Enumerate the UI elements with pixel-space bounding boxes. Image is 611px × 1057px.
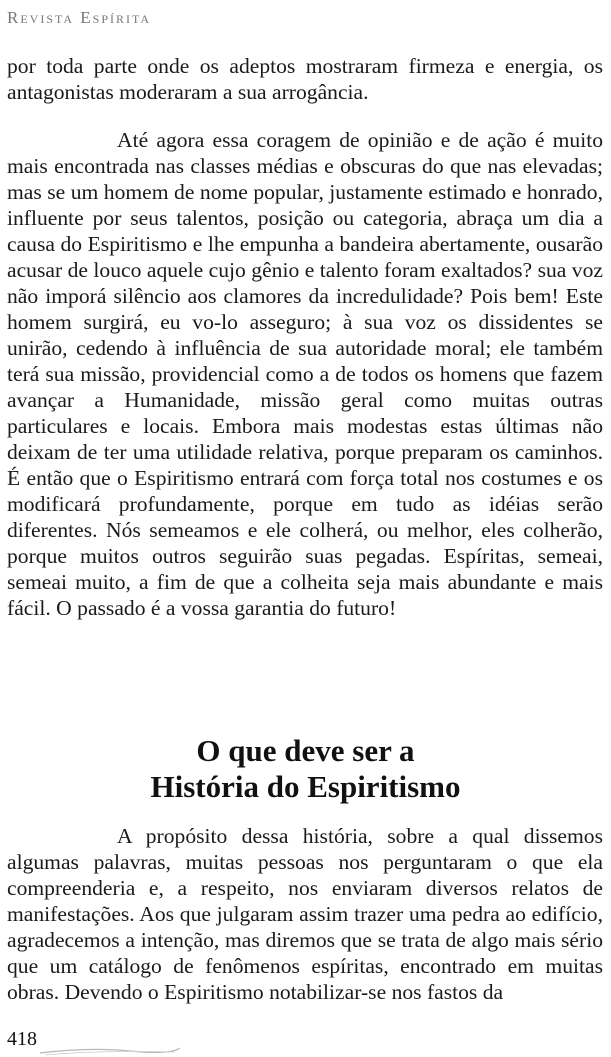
section-title-line-2: História do Espiritismo [150, 769, 461, 804]
page-number: 418 [7, 1028, 37, 1050]
section-title [0, 733, 611, 805]
footer-swash-ornament [40, 1044, 180, 1056]
running-header: Revista Espírita [7, 8, 152, 27]
paragraph-continuation: por toda parte onde os adeptos mostraram firmeza e energia, os antagonistas moderaram a sua arrogância. [7, 54, 603, 104]
paragraph-main: Até agora essa coragem de opinião e de ação é muito mais encontrada nas classes médias e obscuras do que nas elevadas; mas se um homem de nome popular, justamente estimado e honrado, influente por seus talentos, posição ou categoria, abraça um dia a causa do Espiritismo e lhe empunha a bandeira abertamente, ousarão acusar de louco aquele cujo gênio e talento foram exaltados? sua voz não imporá silêncio aos clamores da incredulidade? Pois bem! Este homem surgirá, eu vo-lo asseguro; à sua voz os dissidentes se unirão, cedendo à influência de sua autoridade moral; ele também terá sua missão, providencial como a de todos os homens que fazem avançar a Humanidade, missão geral como muitas outras particulares e locais. Embora mais modestas estas últimas não deixam de ter uma utilidade relativa, porque preparam os caminhos. É então que o Espiritismo entrará com força total nos costumes e os modificará profundamente, porque em tudo as idéias serão diferentes. Nós semeamos e ele colherá, ou melhor, eles colherão, porque muitos outros seguirão suas pegadas. Espíritas, semeai, semeai muito, a fim de que a colheita seja mais abundante e mais fácil. O passado é a vossa garantia do futuro! [7, 128, 603, 620]
section-paragraph: A propósito dessa história, sobre a qual dissemos algumas palavras, muitas pessoas nos perguntaram o que ela compreenderia e, a respeito, nos enviaram diversos relatos de manifestações. Aos que julgaram assim trazer uma pedra ao edifício, agradecemos a intenção, mas diremos que se trata de algo mais sério que um catálogo de fenômenos espíritas, encontrado em muitas obras. Devendo o Espiritismo notabilizar-se nos fastos da [7, 824, 603, 1004]
section-title-line-1: O que deve ser a [196, 733, 415, 768]
